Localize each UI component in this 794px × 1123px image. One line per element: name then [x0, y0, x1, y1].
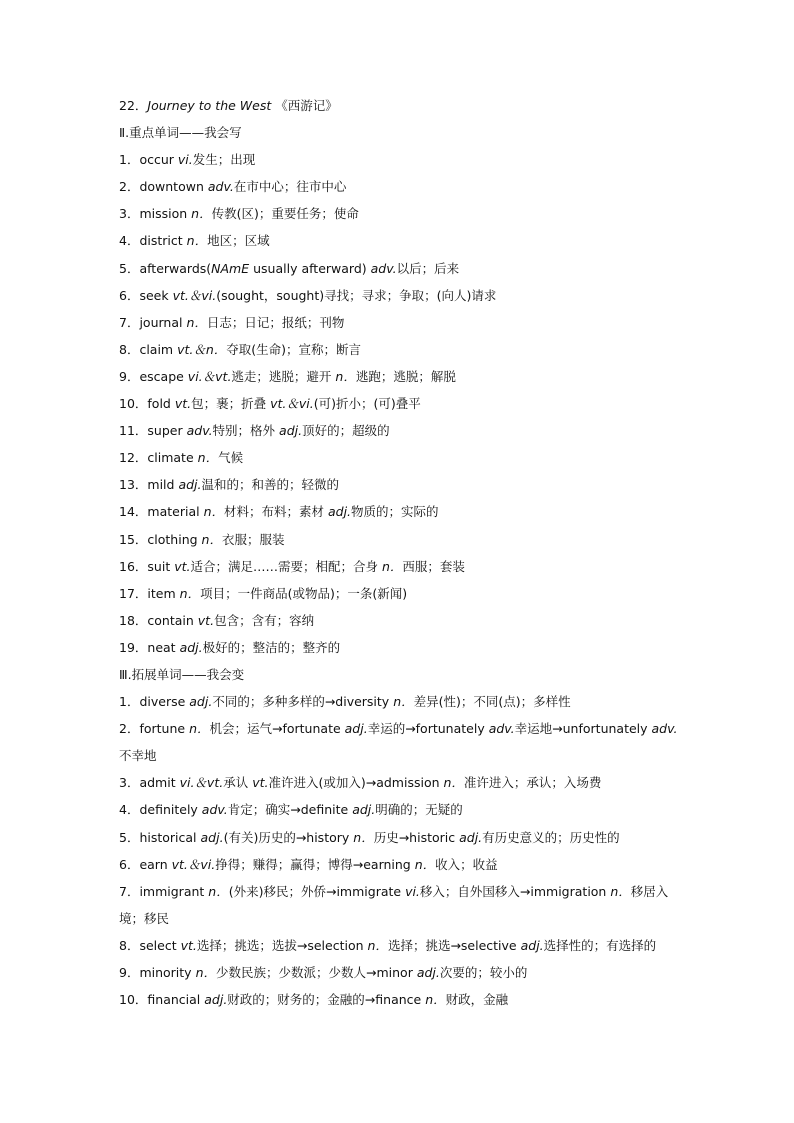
text-line [119, 526, 684, 553]
text-segment: 5．afterwards( [119, 260, 212, 276]
text-line [119, 390, 684, 417]
part-of-speech: vt.＆n． [177, 341, 227, 357]
part-of-speech: vt.＆vi. [270, 396, 314, 412]
text-segment: 有历史意义的；历史性的 [482, 829, 620, 845]
text-segment: 2．fortune [119, 721, 190, 737]
text-segment: 13．mild [119, 477, 179, 493]
text-segment: 收入；收益 [435, 856, 498, 872]
text-segment: 温和的；和善的；轻微的 [201, 477, 339, 493]
text-segment: 少数民族；少数派；少数人→minor [216, 965, 417, 980]
text-segment: 包；裹；折叠 [191, 396, 271, 412]
text-line [119, 607, 684, 634]
text-line [119, 580, 684, 607]
text-line [119, 715, 684, 769]
text-segment: 机会；运气→fortunate [209, 721, 345, 737]
text-segment: 5．historical [119, 829, 201, 845]
text-segment: 7．journal [119, 314, 187, 330]
part-of-speech: adj. [204, 992, 228, 1008]
text-line [119, 417, 684, 444]
text-line [119, 851, 684, 878]
part-of-speech: adv. [201, 802, 228, 818]
part-of-speech: n． [367, 937, 388, 953]
text-segment: 顶好的；超级的 [302, 423, 390, 439]
text-segment: 选择；挑选→selective [387, 937, 521, 953]
text-segment: (可)折小；(可)叠平 [313, 396, 421, 412]
text-segment: 移居入境；移民 [119, 883, 669, 926]
part-of-speech: vi. [405, 883, 420, 899]
part-of-speech: adj. [459, 829, 483, 845]
part-of-speech: adj. [520, 937, 544, 953]
part-of-speech: n． [195, 965, 216, 980]
part-of-speech: n． [335, 368, 356, 384]
text-segment: 衣服；服装 [221, 531, 285, 547]
part-of-speech: n． [179, 585, 201, 601]
part-of-speech: adj. [352, 802, 376, 818]
text-segment: 3．admit [119, 775, 180, 791]
part-of-speech: n． [414, 856, 436, 872]
text-segment: 包含；含有；容纳 [214, 612, 315, 628]
part-of-speech: adj. [200, 829, 224, 845]
text-segment: 15．clothing [119, 531, 202, 547]
text-line [119, 92, 684, 119]
text-segment: 2．downtown [119, 179, 208, 195]
text-segment: 9．minority [119, 965, 196, 980]
part-of-speech: NAmE [211, 260, 250, 276]
text-segment: 17．item [119, 585, 180, 601]
text-line [119, 959, 684, 986]
text-segment: 逃跑；逃脱；解脱 [355, 368, 456, 384]
text-line [119, 282, 684, 309]
text-line [119, 824, 684, 851]
part-of-speech: n． [610, 883, 631, 899]
text-segment: 选择性的；有选择的 [543, 937, 657, 953]
text-segment: 16．suit [119, 558, 175, 574]
text-segment: 肯定；确实→definite [227, 802, 353, 818]
text-segment: 财政，金融 [445, 992, 509, 1008]
part-of-speech: vi. [177, 152, 193, 168]
text-segment: 8．claim [119, 341, 178, 357]
part-of-speech: adj. [279, 423, 303, 439]
part-of-speech: n． [203, 504, 224, 520]
part-of-speech: n． [197, 450, 219, 466]
part-of-speech: n． [443, 775, 464, 791]
text-segment: 7．immigrant [119, 883, 209, 899]
text-segment: 幸运地→unfortunately [514, 721, 652, 737]
part-of-speech: adv. [207, 179, 234, 195]
text-line [119, 471, 684, 498]
text-line [119, 498, 684, 525]
part-of-speech: adj. [327, 504, 352, 520]
text-segment: 以后；后来 [396, 260, 460, 276]
text-segment: 历史→historic [373, 829, 460, 845]
text-segment: 极好的；整洁的；整齐的 [202, 639, 341, 655]
text-segment: 8．select [119, 937, 181, 953]
part-of-speech: vt. [174, 396, 192, 412]
text-segment: 差异(性)；不同(点)；多样性 [413, 694, 571, 710]
document-page [119, 92, 684, 1013]
part-of-speech: adj. [416, 965, 440, 980]
part-of-speech: n． [353, 829, 374, 845]
text-segment: Ⅱ.重点单词——我会写 [119, 125, 242, 141]
part-of-speech: adv. [651, 721, 678, 737]
part-of-speech: n． [381, 558, 403, 574]
text-segment: 准许进入(或加入)→admission [268, 775, 444, 791]
part-of-speech: vi.＆vt. [187, 368, 232, 384]
text-line [119, 173, 684, 200]
text-segment: 项目；一件商品(或物品)；一条(新闻) [200, 585, 408, 601]
text-segment: 移入；自外国移入→immigration [419, 883, 611, 899]
text-line [119, 553, 684, 580]
text-segment: 明确的；无疑的 [375, 802, 463, 818]
text-segment: (有关)历史的→history [223, 829, 354, 845]
part-of-speech: vt. [197, 612, 215, 628]
part-of-speech: adj. [344, 721, 368, 737]
text-segment: 18．contain [119, 612, 198, 628]
text-segment: 日志；日记；报纸；刊物 [206, 314, 345, 330]
part-of-speech: n． [189, 721, 210, 737]
part-of-speech: n． [425, 992, 446, 1008]
text-segment: 财政的；财务的；金融的→finance [227, 992, 426, 1008]
text-segment: 14．material [119, 504, 204, 520]
text-segment: 特别；格外 [212, 423, 280, 439]
text-line [119, 227, 684, 254]
text-segment: 地区；区域 [207, 233, 270, 249]
text-segment: (外来)移民；外侨→immigrate [228, 883, 406, 899]
part-of-speech: adj. [179, 639, 203, 655]
text-segment: 不幸地 [119, 748, 157, 764]
text-segment: 逃走；逃脱；避开 [231, 368, 336, 384]
text-segment: 西服；套装 [402, 558, 465, 574]
text-segment: Ⅲ.拓展单词——我会变 [119, 666, 245, 682]
text-segment: 6．earn [119, 856, 172, 872]
part-of-speech: vi.＆vt. [179, 775, 224, 791]
text-segment: 19．neat [119, 639, 180, 655]
text-segment: 挣得；赚得；赢得；博得→earning [215, 856, 415, 872]
text-line [119, 444, 684, 471]
text-segment: 3．mission [119, 206, 192, 222]
text-segment: 1．occur [119, 152, 178, 168]
text-line [119, 661, 684, 688]
text-segment: 12．climate [119, 450, 198, 466]
text-segment: 11．super [119, 423, 187, 439]
text-segment: usually afterward) [249, 260, 371, 276]
text-segment: 夺取(生命)；宣称；断言 [226, 341, 362, 357]
text-segment: 在市中心；往市中心 [233, 179, 347, 195]
part-of-speech: adv. [488, 721, 515, 737]
part-of-speech: adv. [186, 423, 213, 439]
text-line [119, 146, 684, 173]
text-line [119, 932, 684, 959]
text-segment: 选择；挑选；选拔→selection [196, 937, 368, 953]
text-segment: 适合；满足……需要；相配；合身 [190, 558, 382, 574]
text-segment: 幸运的→fortunately [367, 721, 489, 737]
text-segment: 准许进入；承认；入场费 [463, 775, 602, 791]
text-segment: 22． [119, 98, 148, 113]
text-segment: 发生；出现 [192, 152, 256, 168]
part-of-speech: vt. [252, 775, 269, 791]
text-line [119, 878, 684, 932]
text-segment: 10．fold [119, 396, 175, 412]
text-segment: 传教(区)；重要任务；使命 [211, 206, 359, 222]
text-line [119, 309, 684, 336]
part-of-speech: vt.＆vi. [172, 287, 217, 303]
part-of-speech: adj. [189, 694, 213, 710]
text-line [119, 634, 684, 661]
text-line [119, 688, 684, 715]
text-segment: 4．definitely [119, 802, 202, 818]
part-of-speech: vt.＆vi. [171, 856, 216, 872]
part-of-speech: adj. [178, 477, 202, 493]
text-segment: 6．seek [119, 287, 173, 303]
text-segment: 1．diverse [119, 694, 190, 710]
part-of-speech: n． [208, 883, 229, 899]
text-segment: 10．financial [119, 992, 205, 1008]
part-of-speech: n． [186, 233, 208, 249]
part-of-speech: vt. [180, 937, 197, 953]
text-segment: 4．district [119, 233, 187, 249]
text-segment: 9．escape [119, 368, 188, 384]
text-line [119, 769, 684, 796]
part-of-speech: adv. [370, 260, 397, 276]
text-segment: 次要的；较小的 [439, 965, 528, 980]
part-of-speech: Journey to the West [147, 98, 272, 113]
text-segment: 物质的；实际的 [351, 504, 439, 520]
text-line [119, 796, 684, 823]
text-segment: 承认 [223, 775, 253, 791]
text-line [119, 119, 684, 146]
text-line [119, 986, 684, 1013]
part-of-speech: n． [393, 694, 414, 710]
text-segment: 气候 [218, 450, 244, 466]
text-segment: 《西游记》 [271, 98, 338, 113]
text-line [119, 363, 684, 390]
text-line [119, 336, 684, 363]
text-segment: (sought，sought)寻找；寻求；争取；(向人)请求 [216, 287, 497, 303]
text-line [119, 255, 684, 282]
part-of-speech: n． [191, 206, 212, 222]
part-of-speech: n． [201, 531, 222, 547]
text-segment: 材料；布料；素材 [224, 504, 328, 520]
part-of-speech: n． [186, 314, 207, 330]
part-of-speech: vt. [174, 558, 191, 574]
text-line [119, 200, 684, 227]
text-segment: 不同的；多种多样的→diversity [212, 694, 394, 710]
